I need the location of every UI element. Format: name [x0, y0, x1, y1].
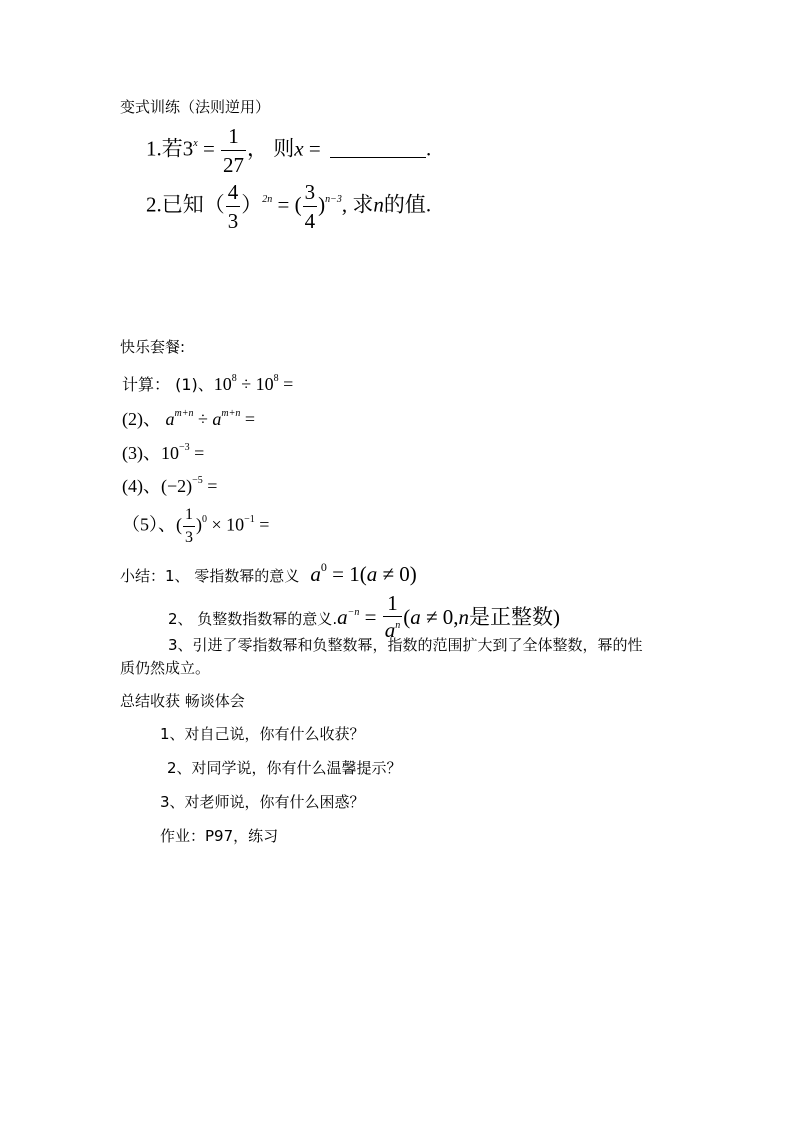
s2-eq: =	[359, 604, 382, 629]
q2-eq: = (	[272, 192, 302, 217]
s1-rest: = 1(	[326, 562, 367, 586]
question-2	[146, 178, 431, 235]
q1-var: x	[294, 136, 304, 161]
summary-1-formula	[310, 562, 416, 586]
item2-base-a: a	[165, 409, 175, 429]
item3-label: (3)、	[122, 443, 161, 463]
summary-1-label: 小结：1、 零指数幂的意义	[120, 567, 300, 585]
q1-base: 3	[182, 136, 194, 161]
item5-fraction	[183, 504, 195, 549]
q1-den: 27	[221, 150, 246, 179]
q2-num2: 3	[304, 180, 316, 204]
q2-num1: 4	[227, 180, 239, 204]
reflection-q3: 3、对老师说，你有什么困惑？	[160, 793, 365, 811]
item1-exp-b: 8	[273, 373, 279, 384]
q2-fraction-2	[303, 178, 318, 235]
item5-lp: (	[176, 514, 182, 535]
item1-label: 计算： (1)、	[122, 375, 214, 394]
s2-n: n	[458, 604, 469, 629]
summary-3-line-1: 3、引进了零指数幂和负整数幂，指数的范围扩大到了全体整数，幂的性	[168, 636, 643, 654]
q1-prefix: 1.若	[146, 136, 183, 161]
s1-end: ≠ 0)	[377, 562, 417, 586]
item1-base-a: 10	[213, 374, 232, 394]
item4-eq: =	[202, 476, 218, 496]
calc-item-4	[122, 472, 217, 498]
summary-2-formula	[337, 591, 560, 642]
q1-num: 1	[228, 124, 239, 148]
item5-num: 1	[185, 506, 193, 523]
s1-a2: a	[366, 562, 378, 586]
question-1	[146, 122, 431, 179]
s2-num: 1	[387, 591, 398, 615]
q2-var: n	[373, 192, 384, 217]
s2-a: a	[337, 604, 348, 629]
q2-prefix: 2.已知	[146, 192, 204, 217]
s2-a2: a	[410, 604, 421, 629]
q1-eq2: =	[303, 136, 326, 161]
reflection-q2: 2、对同学说，你有什么温馨提示？	[167, 759, 402, 777]
s2-rest2: ≠ 0,	[420, 604, 459, 629]
item3-eq: =	[189, 443, 205, 463]
item2-exp-a: m+n	[174, 408, 194, 419]
item1-op: ÷	[236, 374, 256, 394]
q1-eq: =	[197, 136, 221, 161]
q2-exp1: 2n	[262, 194, 273, 206]
item5-base-b: 10	[226, 514, 245, 535]
q2-rp2: )	[318, 192, 326, 217]
q2-den2: 4	[303, 206, 318, 235]
item2-eq: =	[240, 409, 256, 429]
q1-end: .	[425, 136, 432, 161]
q2-suffix2: 的值.	[383, 192, 432, 217]
item5-exp: 0	[202, 513, 207, 525]
item2-op: ÷	[193, 409, 213, 429]
homework-line: 作业：P97，练习	[160, 827, 279, 845]
s1-exp: 0	[320, 560, 327, 574]
reflection-title: 总结收获 畅谈体会	[120, 692, 245, 710]
section-title-variant-training: 变式训练（法则逆用）	[120, 98, 271, 116]
s2-den-exp: n	[395, 620, 401, 631]
item5-den: 3	[183, 526, 195, 549]
calc-item-1	[122, 372, 293, 395]
item4-exp: −5	[192, 475, 203, 486]
s2-rest3: 是正整数)	[468, 604, 560, 629]
item5-op: ×	[207, 514, 227, 535]
item1-base-b: 10	[255, 374, 274, 394]
item2-exp-b: m+n	[221, 408, 241, 419]
item2-base-b: a	[212, 409, 222, 429]
calc-item-2	[122, 405, 255, 431]
item1-eq: =	[278, 374, 294, 394]
q2-rp1: ）	[241, 192, 263, 217]
s2-exp: −n	[347, 606, 360, 618]
summary-line-1	[120, 562, 417, 589]
item2-label: (2)、	[122, 409, 166, 429]
q1-fraction	[221, 122, 246, 179]
item5-label: （5）、	[122, 514, 176, 535]
q1-answer-blank	[330, 156, 426, 158]
item5-eq: =	[254, 514, 270, 535]
q2-suffix1: , 求	[341, 192, 374, 217]
item4-base: (−2)	[161, 476, 193, 496]
item5-rp: )	[196, 514, 202, 535]
summary-3-line-2: 质仍然成立。	[120, 659, 211, 677]
item3-base: 10	[161, 443, 179, 463]
q1-mid: ， 则	[247, 136, 295, 161]
item3-exp: −3	[179, 442, 190, 453]
q2-fraction-1	[226, 178, 241, 235]
q2-exp2: n−3	[325, 194, 342, 206]
s2-rest1: (	[403, 604, 411, 629]
reflection-q1: 1、对自己说，你有什么收获？	[160, 725, 365, 743]
s2-den-a: a	[384, 618, 396, 642]
section-title-happy-set: 快乐套餐:	[120, 338, 186, 356]
item5-exp-b: −1	[244, 513, 255, 525]
s1-a: a	[310, 562, 321, 586]
summary-2-label: 2、 负整数指数幂的意义.	[168, 609, 338, 628]
q1-exp: x	[193, 138, 198, 150]
calc-item-3	[122, 439, 204, 465]
calc-item-5	[122, 504, 269, 549]
q2-den1: 3	[226, 206, 241, 235]
q2-lp: （	[203, 192, 225, 217]
item1-exp-a: 8	[231, 373, 237, 384]
item4-label: (4)、	[122, 476, 161, 496]
